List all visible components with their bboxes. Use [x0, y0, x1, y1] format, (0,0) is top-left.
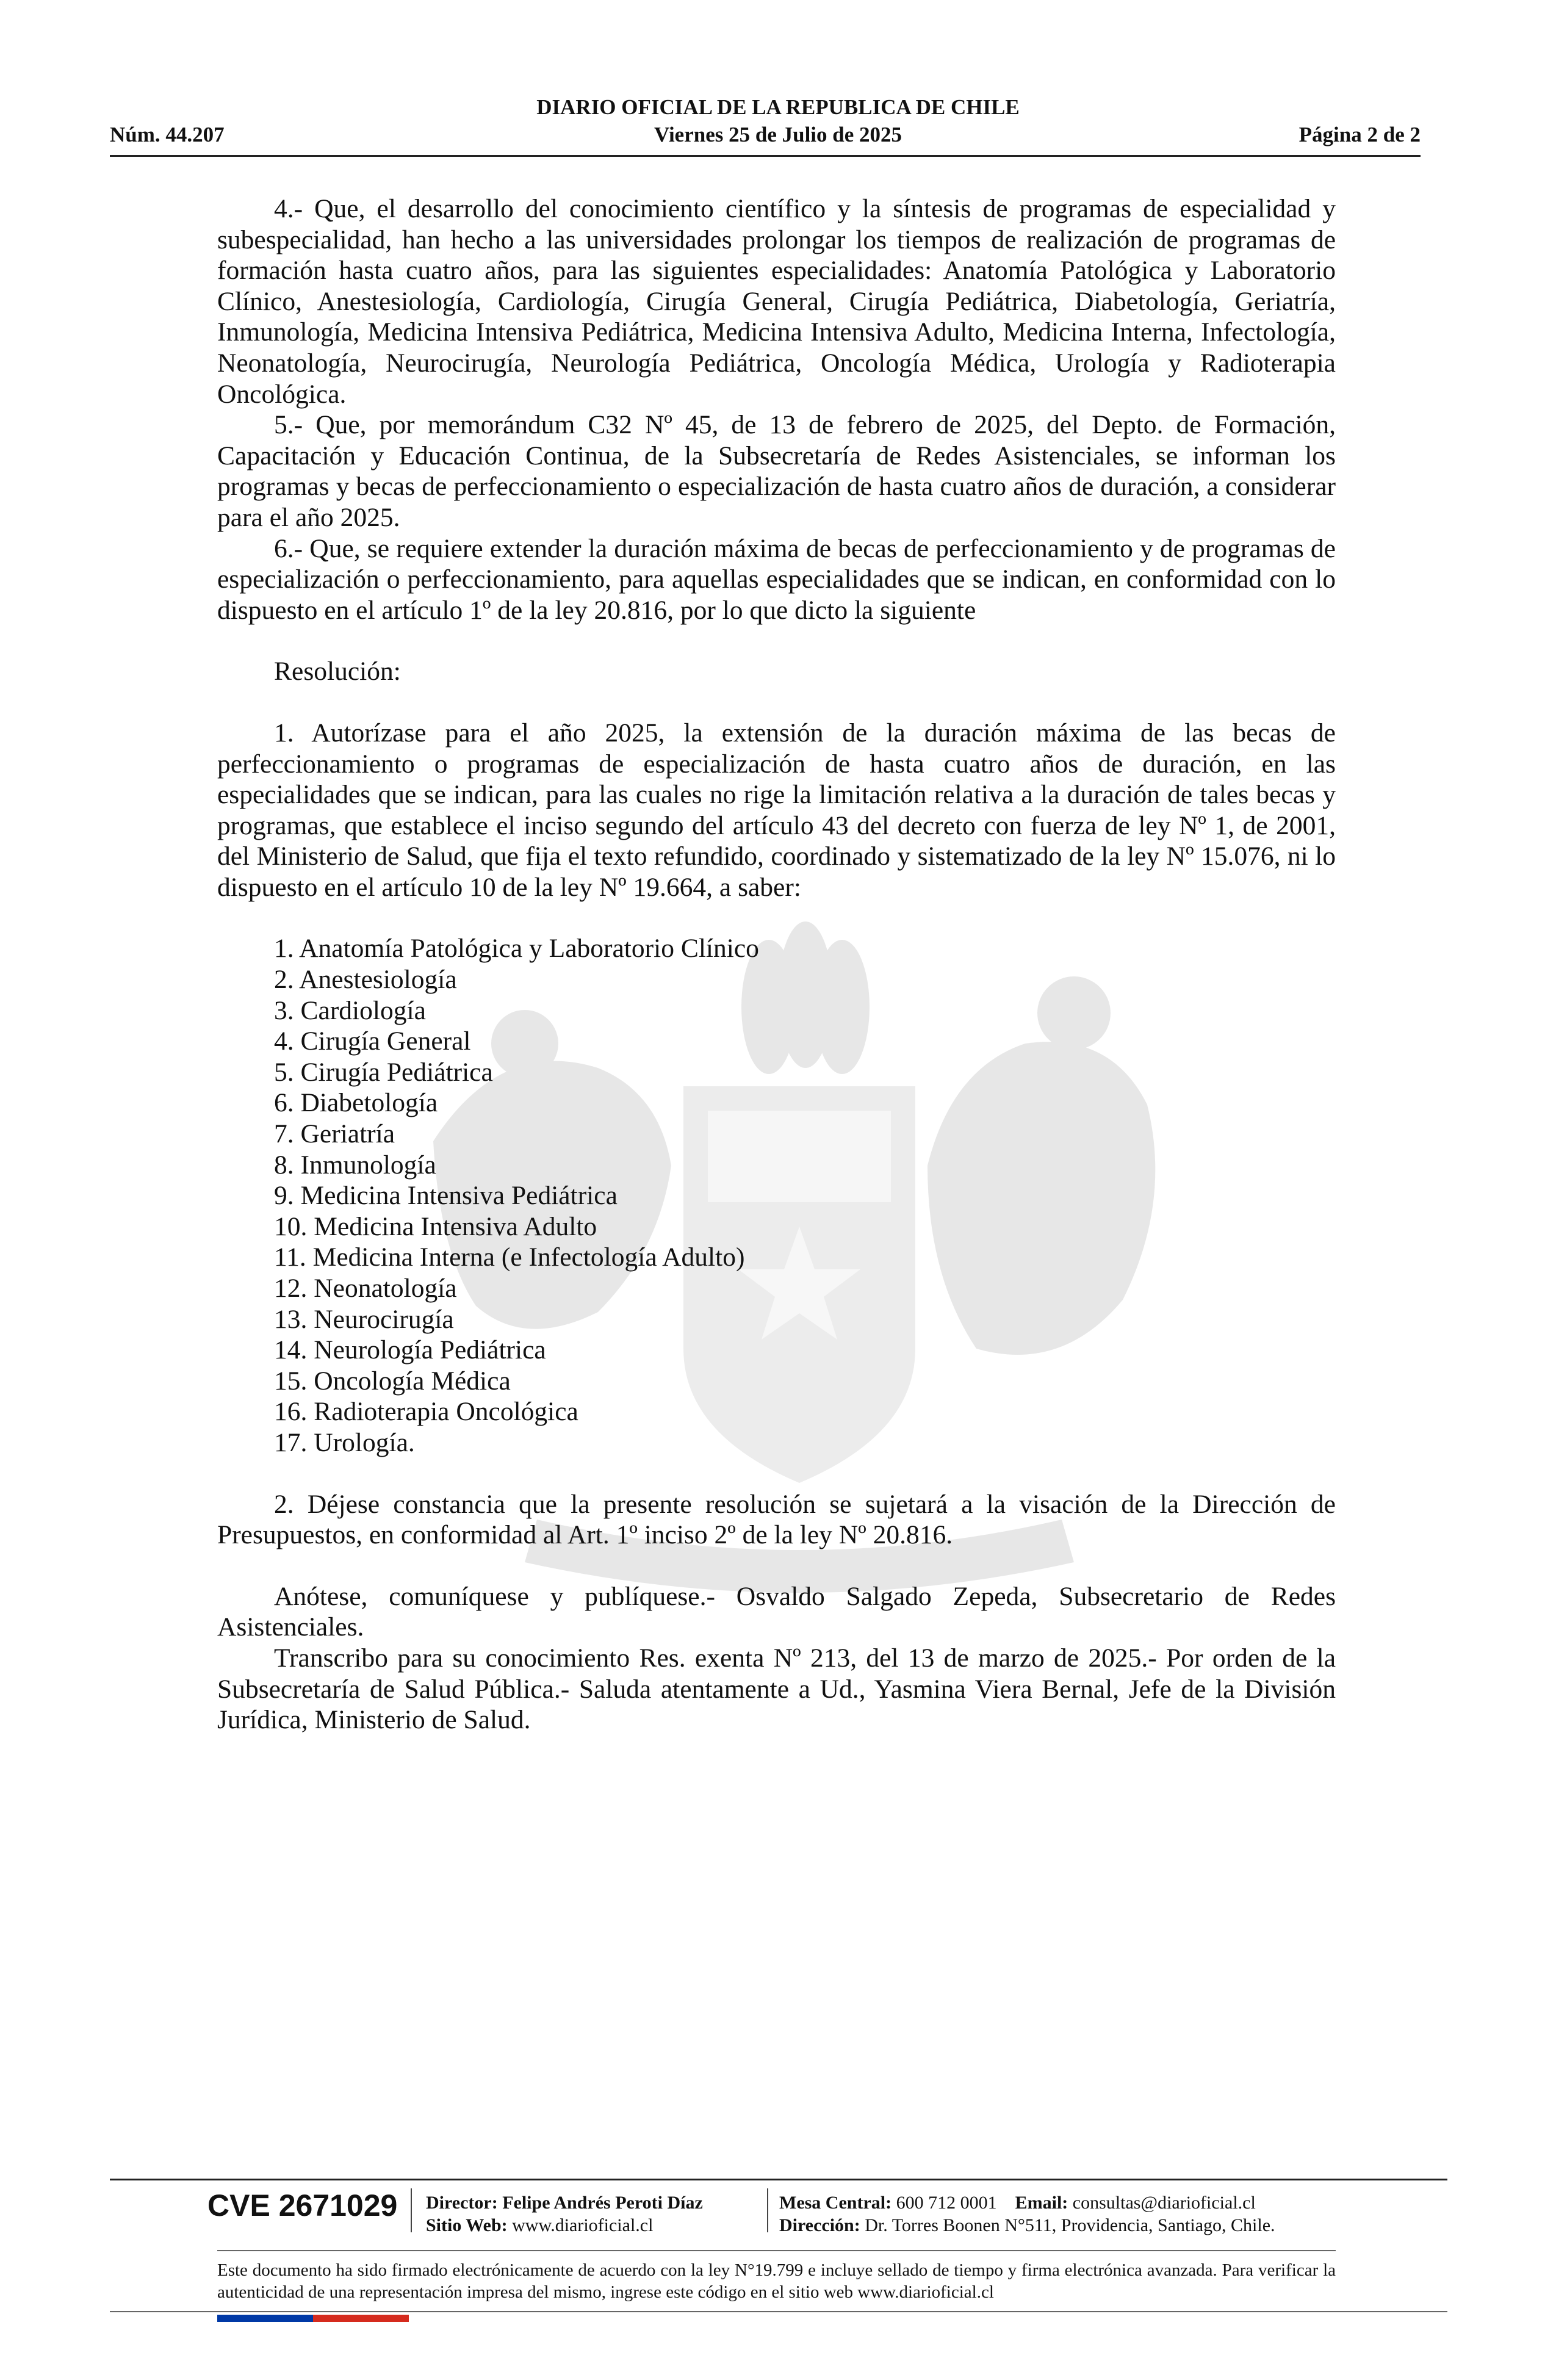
- list-item: 14. Neurología Pediátrica: [274, 1335, 546, 1365]
- resolution-heading: Resolución:: [274, 657, 401, 687]
- footer-separator: [767, 2188, 768, 2232]
- email-link[interactable]: consultas@diarioficial.cl: [1072, 2193, 1256, 2213]
- considerando-5: 5.- Que, por memorándum C32 Nº 45, de 13 de febrero de 2025, del Depto. de Formación, Capacitación y Educación Continua, de la Subsecretaría de Redes Asistenciales, se informan los programas y becas de perfeccionamiento o especialización de hasta cuatro años de duración, a considerar para el año 2025.: [217, 410, 1336, 532]
- website-link[interactable]: www.diarioficial.cl: [512, 2215, 654, 2235]
- list-item: 2. Anestesiología: [274, 965, 457, 995]
- list-item: 17. Urología.: [274, 1427, 415, 1457]
- footer-director-block: [426, 2191, 703, 2237]
- footer-separator: [411, 2188, 412, 2232]
- list-item: 3. Cardiología: [274, 995, 426, 1025]
- list-item: 9. Medicina Intensiva Pediátrica: [274, 1181, 618, 1211]
- footer-divider-top: [110, 2179, 1447, 2180]
- issue-number: Núm. 44.207: [110, 123, 225, 146]
- closing-signature: Anótese, comuníquese y publíquese.- Osvaldo Salgado Zepeda, Subsecretario de Redes Asistenciales.: [217, 1581, 1336, 1642]
- list-item: 1. Anatomía Patológica y Laboratorio Clínico: [274, 934, 759, 964]
- list-item: 7. Geriatría: [274, 1119, 395, 1149]
- cve-code: CVE 2671029: [207, 2188, 398, 2223]
- flag-stripe: [217, 2315, 409, 2322]
- issue-date: Viernes 25 de Julio de 2025: [654, 123, 902, 146]
- legal-note: Este documento ha sido firmado electrónicamente de acuerdo con la ley N°19.799 e incluye sellado de tiempo y firma electrónica avanzada. Para verificar la autenticidad de una representación impresa del mismo, ingrese este código en el sitio web www.diarioficial.cl: [217, 2260, 1336, 2302]
- list-item: 12. Neonatología: [274, 1274, 457, 1303]
- header-divider: [110, 155, 1421, 157]
- document-body: [217, 193, 1336, 1736]
- publication-title: DIARIO OFICIAL DE LA REPUBLICA DE CHILE: [536, 95, 1020, 119]
- list-item: 5. Cirugía Pediátrica: [274, 1057, 493, 1087]
- footer-divider-bottom: [110, 2311, 1447, 2312]
- considerando-6: 6.- Que, se requiere extender la duración máxima de becas de perfeccionamiento y de programas de especialización o perfeccionamiento, para aquellas especialidades que se indican, en conformidad con lo dispuesto en el artículo 1º de la ley 20.816, por lo que dicto la siguiente: [217, 533, 1336, 625]
- article-2: 2. Déjese constancia que la presente resolución se sujetará a la visación de la Dirección de Presupuestos, en conformidad al Art. 1º inciso 2º de la ley Nº 20.816.: [217, 1489, 1336, 1550]
- list-item: 8. Inmunología: [274, 1150, 436, 1180]
- address-value: Dr. Torres Boonen N°511, Providencia, Santiago, Chile.: [865, 2215, 1275, 2235]
- specialties-list: [217, 933, 1336, 1458]
- director-label: Director:: [426, 2193, 498, 2213]
- article-1: 1. Autorízase para el año 2025, la extensión de la duración máxima de las becas de perfeccionamiento o programas de especialización de hasta cuatro años de duración, en las especialidades que se indican, para las cuales no rige la limitación relativa a la duración de tales becas y programas, que establece el inciso segundo del artículo 43 del decreto con fuerza de ley Nº 1, de 2001, del Ministerio de Salud, que fija el texto refundido, coordinado y sistematizado de la ley Nº 15.076, ni lo dispuesto en el artículo 10 de la ley Nº 19.664, a saber:: [217, 718, 1336, 902]
- phone-label: Mesa Central:: [779, 2193, 892, 2213]
- transcription-note: Transcribo para su conocimiento Res. exenta Nº 213, del 13 de marzo de 2025.- Por orden de la Subsecretaría de Salud Pública.- Saluda atentamente a Ud., Yasmina Viera Bernal, Jefe de la División Jurídica, Ministerio de Salud.: [217, 1643, 1336, 1735]
- flag-stripe-blue: [217, 2315, 313, 2322]
- list-item: 6. Diabetología: [274, 1088, 438, 1118]
- email-label: Email:: [1015, 2193, 1068, 2213]
- list-item: 15. Oncología Médica: [274, 1366, 511, 1396]
- list-item: 10. Medicina Intensiva Adulto: [274, 1211, 597, 1241]
- page-indicator: Página 2 de 2: [1298, 123, 1421, 146]
- list-item: 11. Medicina Interna (e Infectología Adulto): [274, 1242, 745, 1272]
- list-item: 13. Neurocirugía: [274, 1304, 454, 1334]
- website-label: Sitio Web:: [426, 2215, 508, 2235]
- footer-contact-block: [779, 2191, 1275, 2237]
- address-label: Dirección:: [779, 2215, 860, 2235]
- list-item: 4. Cirugía General: [274, 1026, 471, 1056]
- flag-stripe-red: [313, 2315, 409, 2322]
- phone-number: 600 712 0001: [896, 2193, 997, 2213]
- footer-divider-middle: [217, 2250, 1336, 2251]
- director-name: Felipe Andrés Peroti Díaz: [502, 2193, 703, 2213]
- list-item: 16. Radioterapia Oncológica: [274, 1397, 578, 1427]
- considerando-4: 4.- Que, el desarrollo del conocimiento científico y la síntesis de programas de especialidad y subespecialidad, han hecho a las universidades prolongar los tiempos de realización de programas de formación hasta cuatro años, para las siguientes especialidades: Anatomía Patológica y Laboratorio Clínico, Anestesiología, Cardiología, Cirugía General, Cirugía Pediátrica, Diabetología, Geriatría, Inmunología, Medicina Intensiva Pediátrica, Medicina Intensiva Adulto, Medicina Interna, Infectología, Neonatología, Neurocirugía, Neurología Pediátrica, Oncología Médica, Urología y Radioterapia Oncológica.: [217, 194, 1336, 409]
